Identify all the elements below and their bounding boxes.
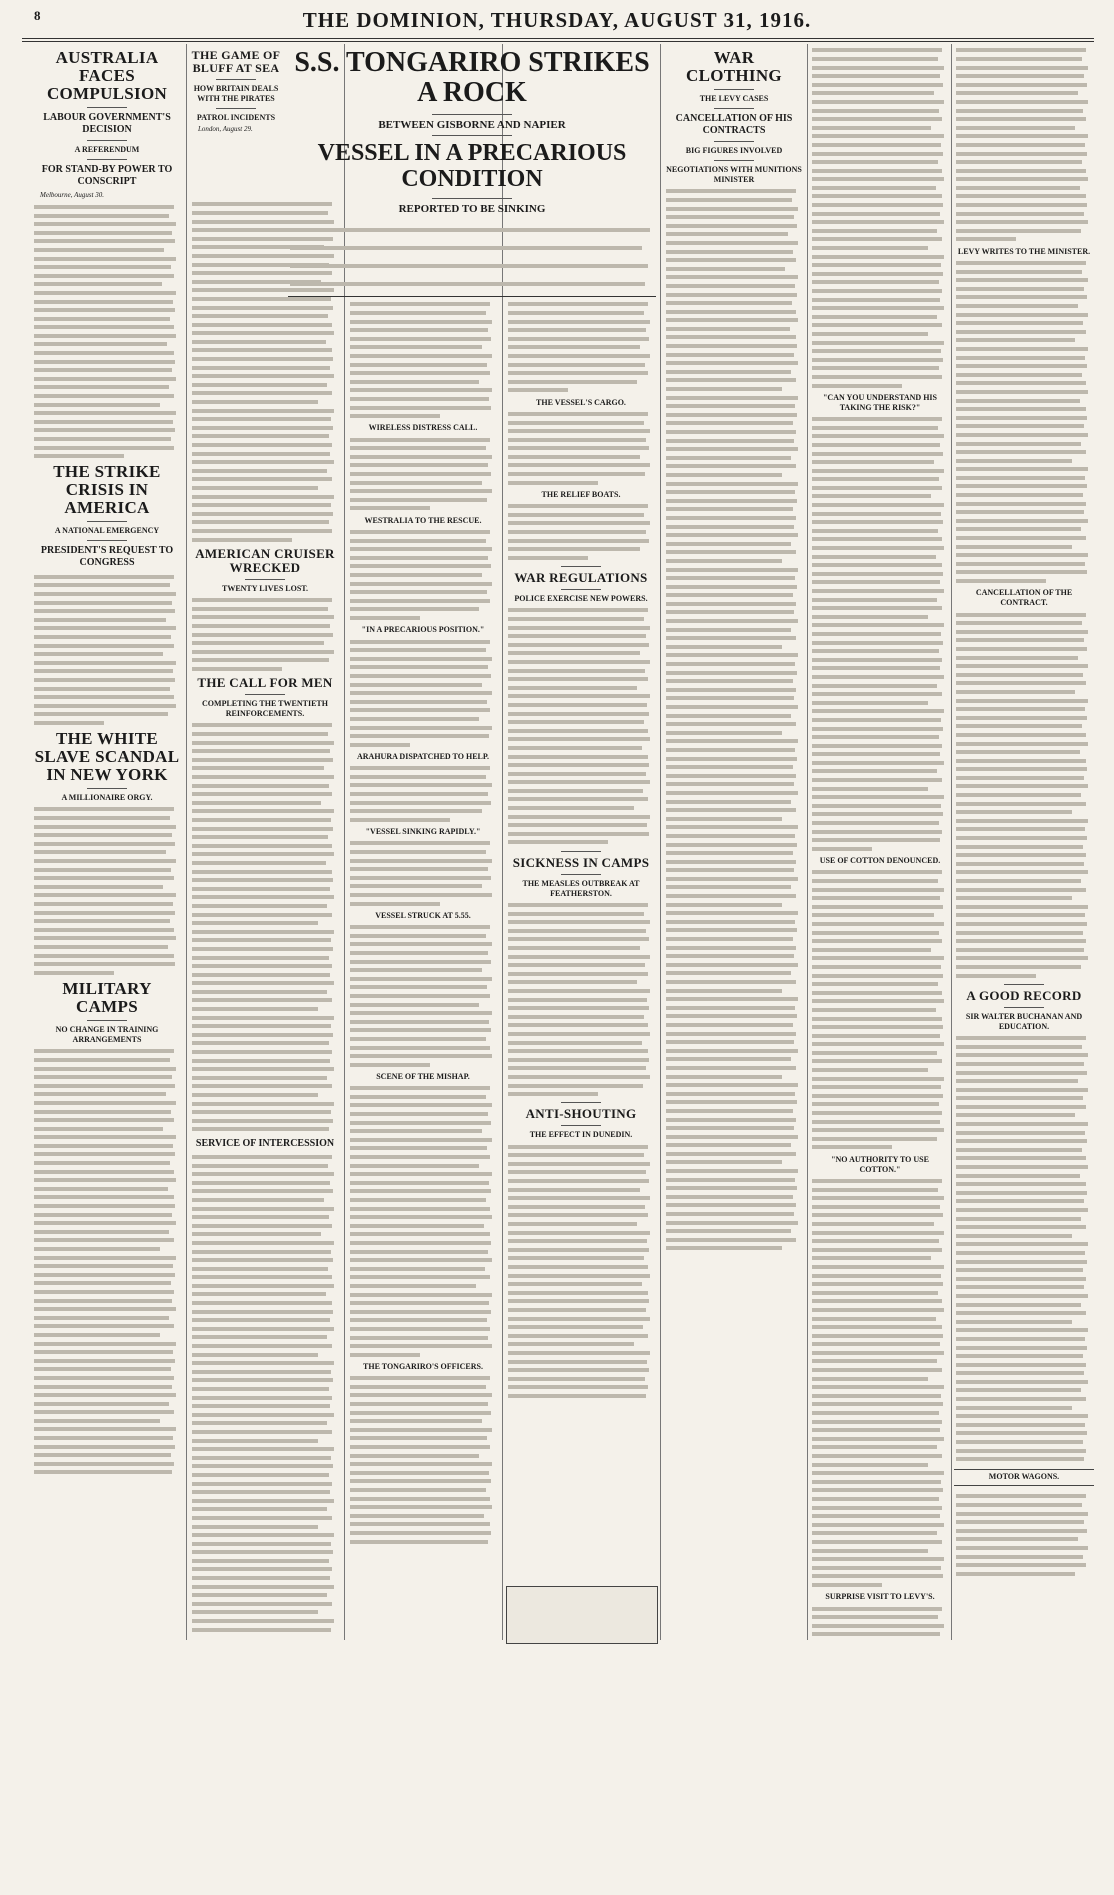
subhead: A NATIONAL EMERGENCY [54, 526, 160, 536]
headline-strike: THE STRIKE CRISIS IN AMERICA [53, 462, 161, 518]
article-text [810, 415, 950, 853]
article-text [506, 1142, 656, 1400]
headline-white-slave: THE WHITE SLAVE SCANDAL IN NEW YORK [34, 729, 180, 785]
subhead: THE LEVY CASES [699, 94, 769, 103]
column-5 [664, 46, 804, 1641]
subhead: THE TONGARIRO'S OFFICERS. [363, 1361, 483, 1371]
subhead: A MILLIONAIRE ORGY. [61, 793, 153, 803]
article-text [32, 572, 182, 727]
article-text [506, 300, 656, 395]
article-text [810, 1177, 950, 1590]
article-text [348, 435, 498, 512]
masthead-rule [22, 38, 1094, 39]
article-text [348, 764, 498, 824]
column-6 [810, 46, 950, 1641]
column-divider [186, 44, 187, 1640]
column-4 [506, 300, 656, 1895]
subhead: USE OF COTTON DENOUNCED. [819, 856, 941, 866]
dateline: Melbourne, August 30. [40, 191, 105, 199]
article-text [810, 46, 950, 390]
column-divider [951, 44, 952, 1640]
column-7 [954, 46, 1094, 1641]
headline-war-regulations: WAR REGULATIONS [514, 570, 648, 586]
subhead: THE RELIEF BOATS. [541, 489, 621, 499]
newspaper-title: THE DOMINION, THURSDAY, AUGUST 31, 1916. [302, 8, 812, 32]
article-text [348, 637, 498, 749]
subhead: BIG FIGURES INVOLVED [685, 146, 783, 155]
article-text [348, 923, 498, 1069]
article-text [348, 528, 498, 623]
advertisement-box [506, 1586, 658, 1644]
subhead: CANCELLATION OF THE CONTRACT. [975, 588, 1073, 608]
article-text [954, 1492, 1094, 1578]
article-text [506, 606, 656, 847]
article-text [506, 502, 656, 562]
subhead: NO CHANGE IN TRAINING ARRANGEMENTS [55, 1024, 159, 1044]
subhead: REPORTED TO BE SINKING [398, 203, 546, 215]
subhead: WIRELESS DISTRESS CALL. [368, 423, 478, 433]
article-text [506, 901, 656, 1099]
headline-game-of-bluff: THE GAME OF BLUFF AT SEA [191, 48, 281, 75]
subhead: A REFERENDUM [74, 145, 140, 154]
subhead: POLICE EXERCISE NEW POWERS. [514, 594, 648, 604]
headline-sickness: SICKNESS IN CAMPS [512, 854, 650, 870]
ad-heading: MOTOR WAGONS. [988, 1472, 1060, 1482]
subhead: "VESSEL SINKING RAPIDLY." [365, 827, 481, 837]
subhead: NEGOTIATIONS WITH MUNITIONS MINISTER [666, 165, 802, 184]
subhead: VESSEL STRUCK AT 5.55. [375, 910, 471, 920]
subhead: "NO AUTHORITY TO USE COTTON." [831, 1154, 929, 1174]
subhead: HOW BRITAIN DEALS WITH THE PIRATES [193, 84, 279, 103]
subhead: FOR STAND-BY POWER TO CONSCRIPT [41, 164, 173, 187]
headline-precarious: VESSEL IN A PRECARIOUS CONDITION [317, 140, 627, 192]
article-text [190, 721, 340, 1134]
headline-tongariro: S.S. TONGARIRO STRIKES A ROCK [294, 47, 650, 108]
article-text [506, 410, 656, 487]
article-text [190, 1153, 340, 1634]
headline-anti-shouting: ANTI-SHOUTING [525, 1106, 637, 1122]
subhead: COMPLETING THE TWENTIETH REINFORCEMENTS. [202, 699, 328, 719]
subhead: "CAN YOU UNDERSTAND HIS TAKING THE RISK?" [822, 392, 937, 412]
article-text [954, 1034, 1094, 1464]
subhead: SIR WALTER BUCHANAN AND EDUCATION. [965, 1011, 1083, 1031]
article-text [32, 805, 182, 977]
masthead-rule-double [22, 41, 1094, 42]
headline-good-record: A GOOD RECORD [966, 987, 1082, 1003]
subhead: PRESIDENT'S REQUEST TO CONGRESS [40, 545, 174, 569]
article-text [954, 259, 1094, 586]
article-text [810, 868, 950, 1152]
subhead: LEVY WRITES TO THE MINISTER. [957, 246, 1091, 256]
column-3 [348, 300, 498, 1895]
subhead: THE MEASLES OUTBREAK AT FEATHERSTON. [522, 878, 640, 898]
article-text [190, 596, 340, 673]
article-text [954, 46, 1094, 244]
column-1 [32, 46, 182, 1641]
top-story-rule [288, 296, 656, 297]
headline-cruiser: AMERICAN CRUISER WRECKED [195, 545, 335, 575]
subhead: SURPRISE VISIT TO LEVY'S. [825, 1592, 935, 1602]
subhead: TWENTY LIVES LOST. [221, 583, 309, 593]
subhead: THE VESSEL'S CARGO. [536, 397, 626, 407]
article-text [664, 187, 804, 1253]
article-text [348, 839, 498, 908]
headline-intercession: SERVICE OF INTERCESSION [195, 1137, 335, 1149]
article-text [348, 1374, 498, 1546]
headline-australia: AUSTRALIA FACES COMPULSION [46, 48, 168, 103]
headline-call-for-men: THE CALL FOR MEN [197, 675, 333, 691]
subhead: LABOUR GOVERNMENT'S DECISION [43, 112, 171, 135]
subhead: WESTRALIA TO THE RESCUE. [364, 515, 482, 525]
column-divider [807, 44, 808, 1640]
column-divider [660, 44, 661, 1640]
subhead: CANCELLATION OF HIS CONTRACTS [675, 113, 793, 136]
article-text [348, 1084, 498, 1359]
article-text [32, 1047, 182, 1477]
subhead: "IN A PRECARIOUS POSITION." [361, 625, 485, 635]
article-text [348, 300, 498, 420]
article-text [288, 221, 656, 296]
subhead: ARAHURA DISPATCHED TO HELP. [356, 751, 490, 761]
headline-war-clothing: WAR CLOTHING [686, 48, 782, 85]
motor-wagons-ad [954, 1469, 1094, 1486]
subhead: PATROL INCIDENTS [196, 113, 276, 122]
masthead [0, 6, 1114, 36]
dateline: London, August 29. [198, 125, 253, 133]
subhead: SCENE OF THE MISHAP. [376, 1071, 470, 1081]
article-text [32, 203, 182, 461]
headline-military-camps: MILITARY CAMPS [62, 978, 152, 1016]
article-text [810, 1604, 950, 1641]
subhead: THE EFFECT IN DUNEDIN. [529, 1130, 633, 1140]
top-story-header [288, 46, 656, 296]
subhead: BETWEEN GISBORNE AND NAPIER [378, 119, 566, 131]
page-number: 8 [34, 8, 41, 23]
column-2-body [190, 200, 340, 1795]
article-text [954, 610, 1094, 980]
